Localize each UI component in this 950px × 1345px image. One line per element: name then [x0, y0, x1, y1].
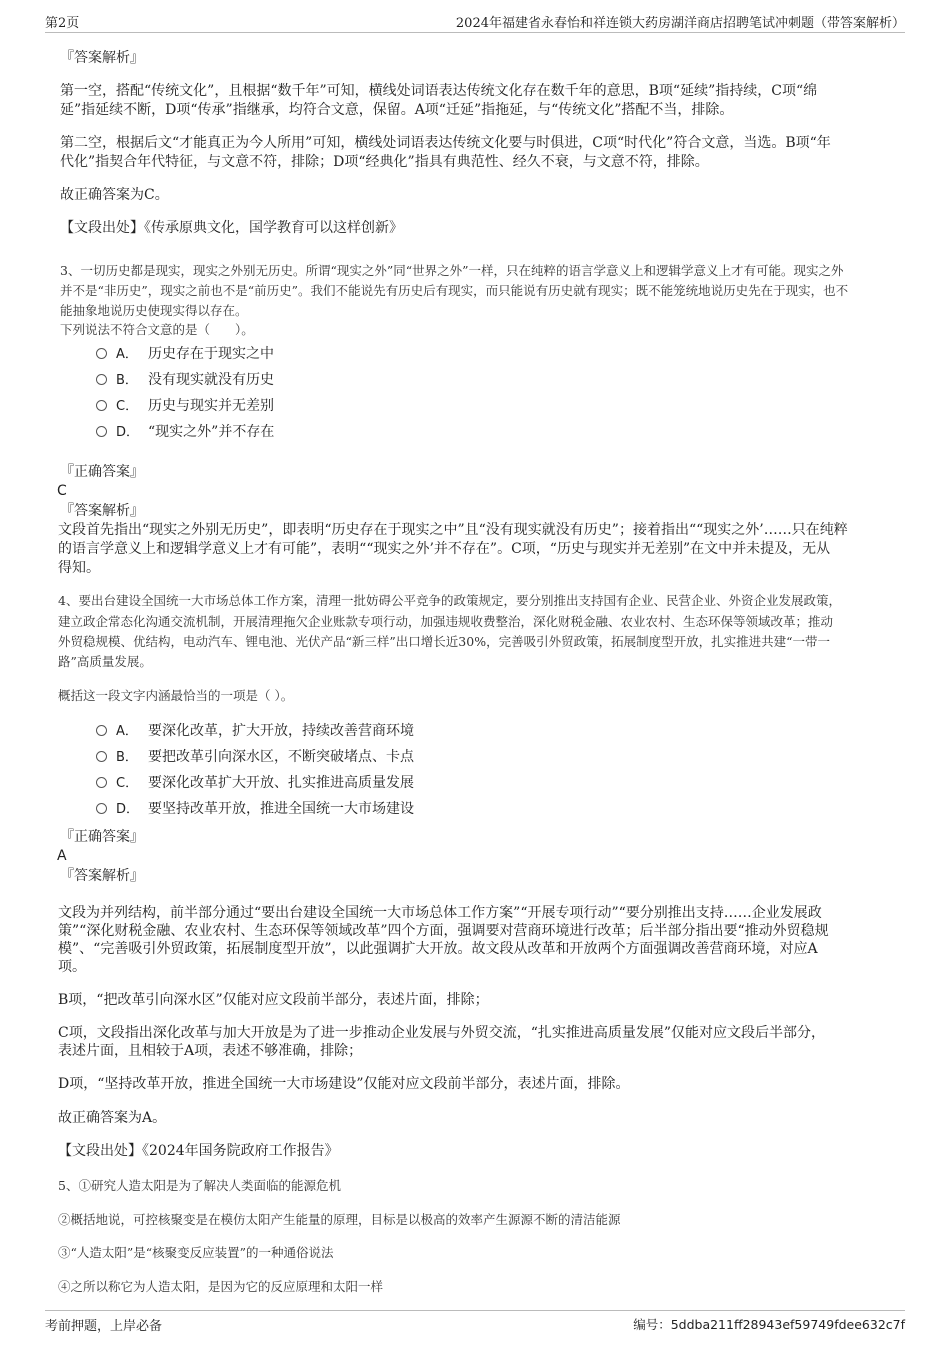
q4-stem-line1: 4、要出台建设全国统一大市场总体工作方案，清理一批妨碍公平竞争的政策规定，要分别推出支持国有企业、民营企业、外资企业发展政策， — [58, 593, 841, 608]
q5-item-4: ④之所以称它为人造太阳，是因为它的反应原理和太阳一样 — [58, 1279, 384, 1294]
document-title: 2024年福建省永春怡和祥连锁大药房湖洋商店招聘笔试冲刺题（带答案解析） — [455, 16, 905, 31]
q4-analysis-p1-line3: 模”、“完善吸引外贸政策，拓展制度型开放”，以此强调扩大开放。故文段从改革和开放两个方面强调改善营商环境，对应A — [58, 941, 818, 957]
q3-analysis-line3: 得知。 — [58, 560, 100, 576]
q2-source: 【文段出处】《传承原典文化，国学教育可以这样创新》 — [60, 220, 403, 236]
page-number: 第2页 — [45, 16, 80, 31]
radio-icon[interactable] — [96, 725, 107, 736]
q4-analysis-option-d: D项，“坚持改革开放，推进全国统一大市场建设”仅能对应文段前半部分，表述片面，排除。 — [58, 1076, 630, 1092]
q2-analysis-p2-line1: 第二空，根据后文“才能真正为今人所用”可知，横线处词语表达传统文化要与时俱进，C项“时代化”符合文意，当选。B项“年 — [60, 135, 831, 151]
q3-analysis-line2: 的语言学意义上和逻辑学意义上才有可能”，表明““现实之外’并不存在”。C项，“历史与现实并无差别”在文中并未提及，无从 — [58, 541, 831, 557]
q4-stem-line3: 外贸稳规模、优结构，电动汽车、锂电池、光伏产品“新三样”出口增长近30%，完善吸引外贸政策，拓展制度型开放，扎实推进共建“一带一 — [58, 634, 830, 649]
q2-analysis-label: 『答案解析』 — [60, 50, 144, 66]
radio-icon[interactable] — [96, 751, 107, 762]
q3-option-b[interactable]: B． 没有现实就没有历史 — [96, 371, 274, 390]
q5-item-2: ②概括地说，可控核聚变是在模仿太阳产生能量的原理，目标是以极高的效率产生源源不断的清洁能源 — [58, 1212, 621, 1227]
q4-stem-line2: 建立政企常态化沟通交流机制，开展清理拖欠企业账款专项行动，加强违规收费整治，深化财税金融、农业农村、生态环保等领域改革；推动 — [58, 614, 834, 629]
q4-analysis-p1-line4: 项。 — [58, 959, 86, 975]
q5-item-1: 5、①研究人造太阳是为了解决人类面临的能源危机 — [58, 1178, 341, 1193]
q3-answer: C — [57, 483, 67, 499]
q4-conclusion: 故正确答案为A。 — [58, 1110, 167, 1126]
q3-analysis-line1: 文段首先指出“现实之外别无历史”，即表明“历史存在于现实之中”且“没有现实就没有历史”；接着指出““现实之外’……只在纯粹 — [58, 522, 848, 538]
q3-option-d[interactable]: D． “现实之外”并不存在 — [96, 423, 274, 442]
q3-stem-line3: 能抽象地说历史使现实得以存在。 — [60, 303, 248, 318]
q4-stem-line4: 路”高质量发展。 — [58, 654, 152, 669]
q2-analysis-p2-line2: 代化”指契合年代特征，与文意不符，排除；D项“经典化”指具有典范性、经久不衰，与文意不符，排除。 — [60, 154, 709, 170]
q5-item-3: ③“人造太阳”是“核聚变反应装置”的一种通俗说法 — [58, 1245, 334, 1260]
q4-option-a[interactable]: A． 要深化改革，扩大开放，持续改善营商环境 — [96, 722, 414, 741]
radio-icon[interactable] — [96, 374, 107, 385]
page-footer — [45, 1310, 905, 1335]
q4-answer-label: 『正确答案』 — [60, 829, 144, 845]
q4-option-d[interactable]: D． 要坚持改革开放，推进全国统一大市场建设 — [96, 800, 414, 819]
q3-stem-line1: 3、一切历史都是现实，现实之外别无历史。所谓“现实之外”同“世界之外”一样，只在纯粹的语言学意义上和逻辑学意义上才有可能。现实之外 — [60, 263, 844, 278]
q4-analysis-option-c-line2: 表述片面，且相较于A项，表述不够准确，排除； — [58, 1043, 363, 1059]
q4-question: 概括这一段文字内涵最恰当的一项是（ ）。 — [58, 688, 294, 703]
q4-analysis-option-b: B项，“把改革引向深水区”仅能对应文段前半部分，表述片面，排除； — [58, 992, 489, 1008]
document-id: 编号：5ddba211ff28943ef59749fdee632c7f — [633, 1317, 905, 1332]
q3-question: 下列说法不符合文意的是（ ）。 — [60, 322, 254, 337]
page-header — [45, 10, 905, 33]
q4-analysis-p1-line2: 策”“深化财税金融、农业农村、生态环保等领域改革”四个方面，强调要对营商环境进行改革；后半部分指出要“推动外贸稳规 — [58, 923, 829, 939]
radio-icon[interactable] — [96, 426, 107, 437]
q4-answer: A — [57, 848, 67, 864]
q4-option-b[interactable]: B． 要把改革引向深水区，不断突破堵点、卡点 — [96, 748, 414, 767]
radio-icon[interactable] — [96, 348, 107, 359]
q2-analysis-p1-line2: 延”指延续不断，D项“传承”指继承，均符合文意，保留。A项“迁延”指拖延，与“传统文化”搭配不当，排除。 — [60, 102, 734, 118]
q4-option-c[interactable]: C． 要深化改革扩大开放、扎实推进高质量发展 — [96, 774, 414, 793]
radio-icon[interactable] — [96, 777, 107, 788]
radio-icon[interactable] — [96, 400, 107, 411]
q2-analysis-p1-line1: 第一空，搭配“传统文化”，且根据“数千年”可知，横线处词语表达传统文化存在数千年的意思，B项“延续”指持续，C项“绵 — [60, 83, 818, 99]
q3-analysis-label: 『答案解析』 — [60, 503, 144, 519]
footer-slogan: 考前押题，上岸必备 — [45, 1319, 163, 1334]
q4-analysis-label: 『答案解析』 — [60, 868, 144, 884]
q4-analysis-p1-line1: 文段为并列结构，前半部分通过“要出台建设全国统一大市场总体工作方案”“开展专项行动”“要分别推出支持……企业发展政 — [58, 905, 822, 921]
q3-stem-line2: 并不是“非历史”，现实之前也不是“前历史”。我们不能说先有历史后有现实，而只能说有历史就有现实；既不能笼统地说历史先在于现实，也不 — [60, 283, 849, 298]
q3-answer-label: 『正确答案』 — [60, 464, 144, 480]
q4-analysis-option-c-line1: C项，文段指出深化改革与加大开放是为了进一步推动企业发展与外贸交流，“扎实推进高质量发展”仅能对应文段后半部分， — [58, 1025, 826, 1041]
radio-icon[interactable] — [96, 803, 107, 814]
q3-option-c[interactable]: C． 历史与现实并无差别 — [96, 397, 274, 416]
q3-option-a[interactable]: A． 历史存在于现实之中 — [96, 345, 274, 364]
q4-source: 【文段出处】《2024年国务院政府工作报告》 — [58, 1143, 339, 1159]
q2-conclusion: 故正确答案为C。 — [60, 187, 169, 203]
